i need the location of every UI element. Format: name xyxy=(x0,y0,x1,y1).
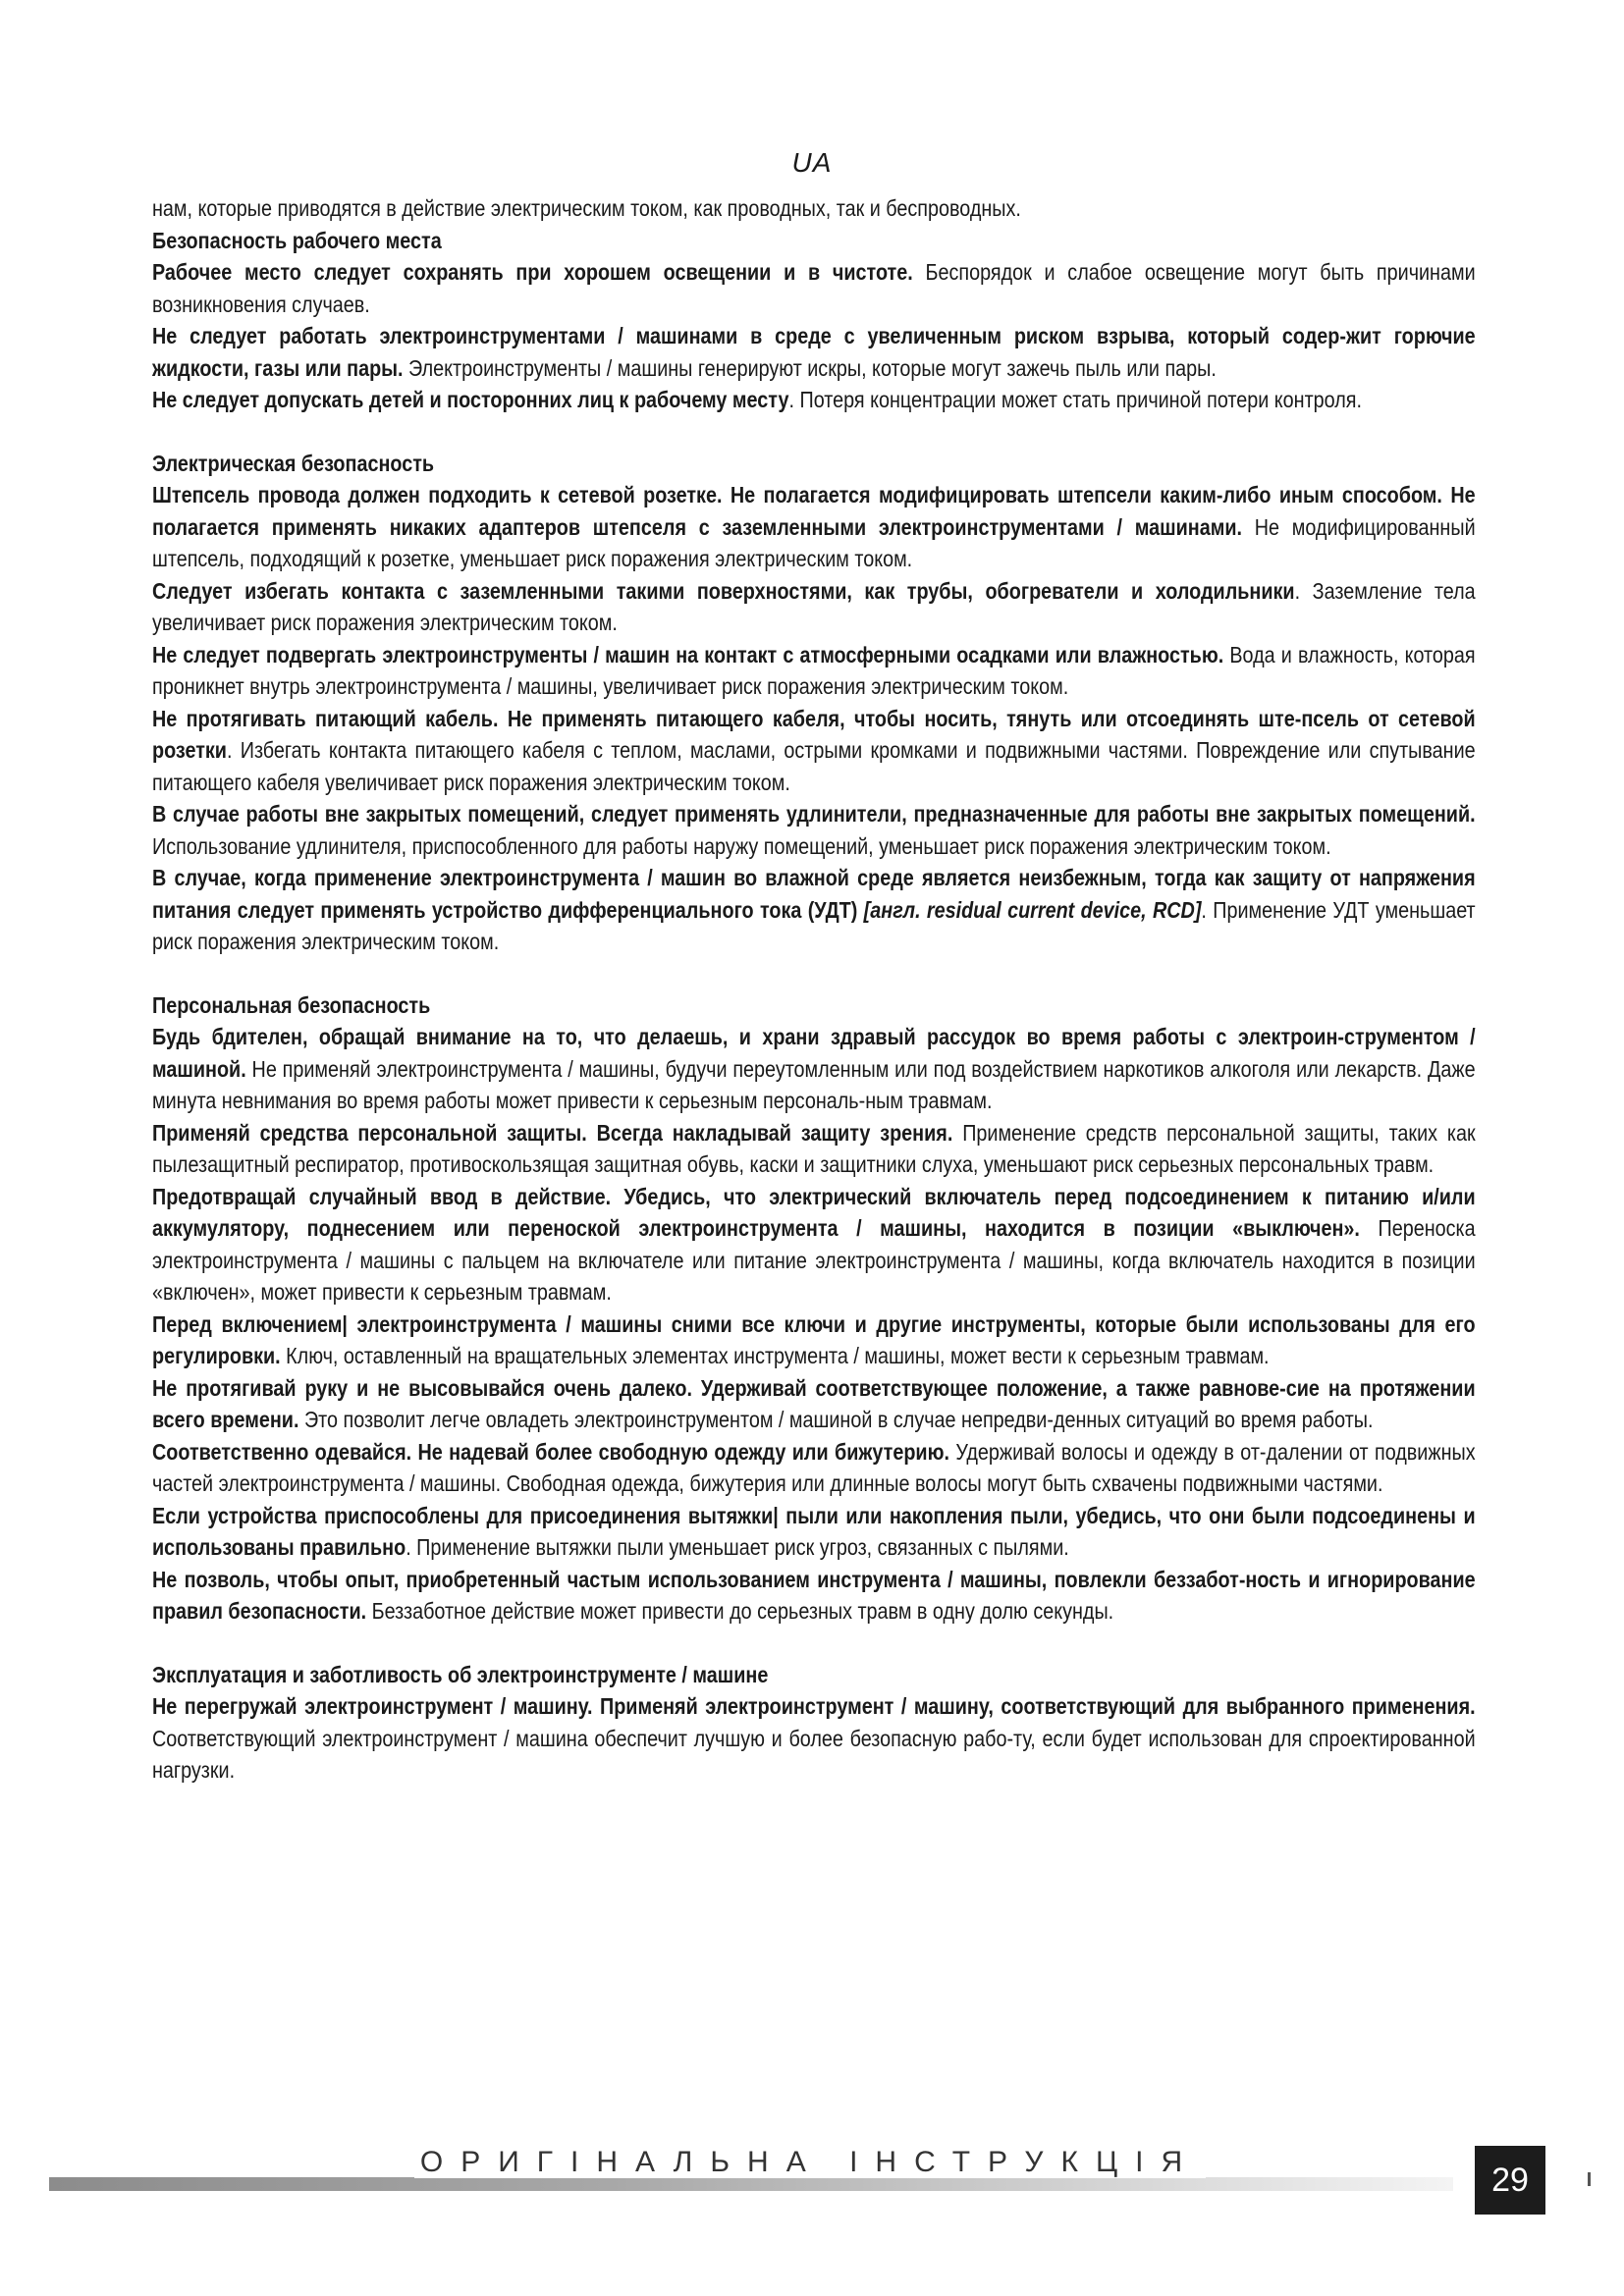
text-run: Не модифицированный штепсель, подходящий к розетке, уменьшает риск поражения электрическим током. xyxy=(152,513,1476,571)
section-heading: Электрическая безопасность xyxy=(152,450,435,476)
text-run: Удерживай волосы и одежду в от-далении от подвижных частей электроинструмента / машины. Свободная одежда, бижутерия или длинные волосы могут быть схвачены подвижными частями. xyxy=(152,1438,1476,1496)
text-run: . Применение вытяжки пыли уменьшает риск угроз, связанных с пылями. xyxy=(406,1534,1069,1560)
bold-run: Не следует подвергать электроинструменты / машин на контакт с атмосферными осадками или влажностью. xyxy=(152,641,1224,667)
bold-run: Предотвращай случайный ввод в действие. Убедись, что электрический включатель перед подсоединением к питанию и/или аккумулятору, поднесением или переноской электроинструмента / машины, находится в позиции «выключен». xyxy=(152,1183,1476,1241)
bold-run: Штепсель провода должен подходить к сетевой розетке. Не полагается модифицировать штепсели каким-либо иным способом. Не полагается применять никаких адаптеров штепселя с заземленными электроинструментами / машинами. xyxy=(152,482,1476,540)
paragraph xyxy=(152,703,1476,799)
paragraph xyxy=(152,1021,1476,1117)
language-code: UA xyxy=(791,147,833,178)
paragraph xyxy=(152,256,1476,320)
bold-run: Не протягивать питающий кабель. Не применять питающего кабеля, чтобы носить, тянуть или отсоединять ште-псель от сетевой розетки xyxy=(152,705,1476,763)
text-run: Вода и влажность, которая проникнет внутрь электроинструмента / машины, увеличивает риск поражения электрическим током. xyxy=(152,641,1476,699)
bold-run: В случае работы вне закрытых помещений, следует применять удлинители, предназначенные для работы вне закрытых помещений. xyxy=(152,801,1476,827)
document-body xyxy=(152,192,1476,1787)
bold-run: Следует избегать контакта с заземленными такими поверхностями, как трубы, обогреватели и холодильники xyxy=(152,577,1295,604)
paragraph xyxy=(152,1690,1476,1787)
page-edge-mark xyxy=(1588,2172,1591,2186)
section-heading: Безопасность рабочего места xyxy=(152,227,442,253)
paragraph xyxy=(152,320,1476,384)
text-run: . Заземление тела увеличивает риск поражения электрическим током. xyxy=(152,577,1476,635)
bold-run: Не следует допускать детей и посторонних лиц к рабочему месту xyxy=(152,387,789,412)
bold-run: Будь бдителен, обращай внимание на то, что делаешь, и храни здравый рассудок во время работы с электроин-струментом / машиной. xyxy=(152,1024,1476,1082)
paragraph xyxy=(152,798,1476,862)
section-heading: Персональная безопасность xyxy=(152,991,431,1018)
bold-run: Перед включением| электроинструмента / машины сними все ключи и другие инструменты, которые были использованы для его регулировки. xyxy=(152,1310,1476,1368)
footer-title xyxy=(245,2146,1375,2179)
paragraph xyxy=(152,1564,1476,1628)
text-run: Беспорядок и слабое освещение могут быть причинами возникновения случаев. xyxy=(152,259,1476,317)
footer-title-text: ОРИГІНАЛЬНА ІНСТРУКЦІЯ xyxy=(414,2146,1206,2178)
paragraph xyxy=(152,639,1476,703)
paragraph xyxy=(152,1372,1476,1436)
footer-gradient-bar xyxy=(49,2177,1453,2191)
text-run: Беззаботное действие может привести до серьезных травм в одну долю секунды. xyxy=(366,1598,1114,1624)
text-run: Ключ, оставленный на вращательных элементах инструмента / машины, может вести к серьезным травмам. xyxy=(280,1343,1270,1368)
paragraph xyxy=(152,1117,1476,1181)
paragraph xyxy=(152,862,1476,958)
bold-run: Не следует работать электроинструментами / машинами в среде с увеличенным риском взрыва, который содер-жит горючие жидкости, газы или пары. xyxy=(152,323,1476,381)
bold-run: В случае, когда применение электроинструмента / машин во влажной среде является неизбежным, тогда как защиту от напряжения питания следует применять устройство дифференциального тока (УДТ) xyxy=(152,865,1476,923)
bold-italic-run xyxy=(864,897,1202,923)
bold-run: Соответственно одевайся. Не надевай более свободную одежду или бижутерию. xyxy=(152,1438,949,1465)
paragraph xyxy=(152,1181,1476,1308)
bold-run: Не перегружай электроинструмент / машину. Применяй электроинструмент / машину, соответствующий для выбранного применения. xyxy=(152,1693,1476,1719)
text-run: . Применение УДТ уменьшает риск поражения электрическим током. xyxy=(152,896,1476,954)
paragraph xyxy=(152,1308,1476,1372)
bold-run: Рабочее место следует сохранять при хорошем освещении и в чистоте. xyxy=(152,259,913,285)
text-run: Соответствующий электроинструмент / машина обеспечит лучшую и более безопасную рабо-ту, если будет использован для спроектированной нагрузки. xyxy=(152,1725,1476,1783)
section-heading: Эксплуатация и заботливость об электроинструменте / машине xyxy=(152,1661,769,1687)
text-run: Электроинструменты / машины генерируют искры, которые могут зажечь пыль или пары. xyxy=(403,354,1217,381)
section-gap xyxy=(152,1628,1476,1659)
emphasis-text: [англ. residual current device, RCD] xyxy=(863,896,1202,923)
text-run: Не применяй электроинструмента / машины, будучи переутомленным или под воздействием наркотиков алкоголя или лекарств. Даже минута невнимания во время работы может привести к серьезным персональ-ным травмам. xyxy=(152,1055,1476,1113)
section-gap xyxy=(152,958,1476,989)
page-number: 29 xyxy=(1475,2146,1545,2215)
bold-run: Не позволь, чтобы опыт, приобретенный частым использованием инструмента / машины, повлекли беззабот-ность и игнорирование правил безопасности. xyxy=(152,1566,1476,1624)
bold-run: Применяй средства персональной защиты. Всегда накладывай защиту зрения. xyxy=(152,1119,953,1146)
section-gap xyxy=(152,416,1476,448)
text-run: . Избегать контакта питающего кабеля с теплом, маслами, острыми кромками и подвижными частями. Повреждение или спутывание питающего кабеля увеличивает риск поражения электрическим током. xyxy=(152,737,1476,795)
paragraph xyxy=(152,384,1476,416)
text-run: Переноска электроинструмента / машины с пальцем на включателе или питание электроинструмента / машины, когда включатель находится в позиции «включен», может привести к серьезным травмам. xyxy=(152,1215,1476,1305)
text-run: Применение средств персональной защиты, таких как пылезащитный респиратор, противоскользящая защитная обувь, каски и защитники слуха, уменьшают риск серьезных персональных травм. xyxy=(152,1119,1476,1177)
text-run: Использование удлинителя, приспособленного для работы наружу помещений, уменьшает риск поражения электрическим током. xyxy=(152,832,1331,859)
paragraph xyxy=(152,575,1476,639)
paragraph xyxy=(152,192,1476,225)
paragraph xyxy=(152,1500,1476,1564)
paragraph xyxy=(152,1436,1476,1500)
paragraph xyxy=(152,479,1476,575)
bold-run: Если устройства приспособлены для присоединения вытяжки| пыли или накопления пыли, убедись, что они были подсоединены и использованы правильно xyxy=(152,1502,1476,1560)
text-run: нам, которые приводятся в действие электрическим током, как проводных, так и беспроводных. xyxy=(152,195,1021,221)
text-run: . Потеря концентрации может стать причиной потери контроля. xyxy=(788,387,1362,412)
text-run: Это позволит легче овладеть электроинструментом / машиной в случае непредви-денных ситуаций во время работы. xyxy=(298,1407,1374,1432)
bold-run: Не протягивай руку и не высовывайся очень далеко. Удерживай соответствующее положение, а также равнове-сие на протяжении всего времени. xyxy=(152,1374,1476,1432)
